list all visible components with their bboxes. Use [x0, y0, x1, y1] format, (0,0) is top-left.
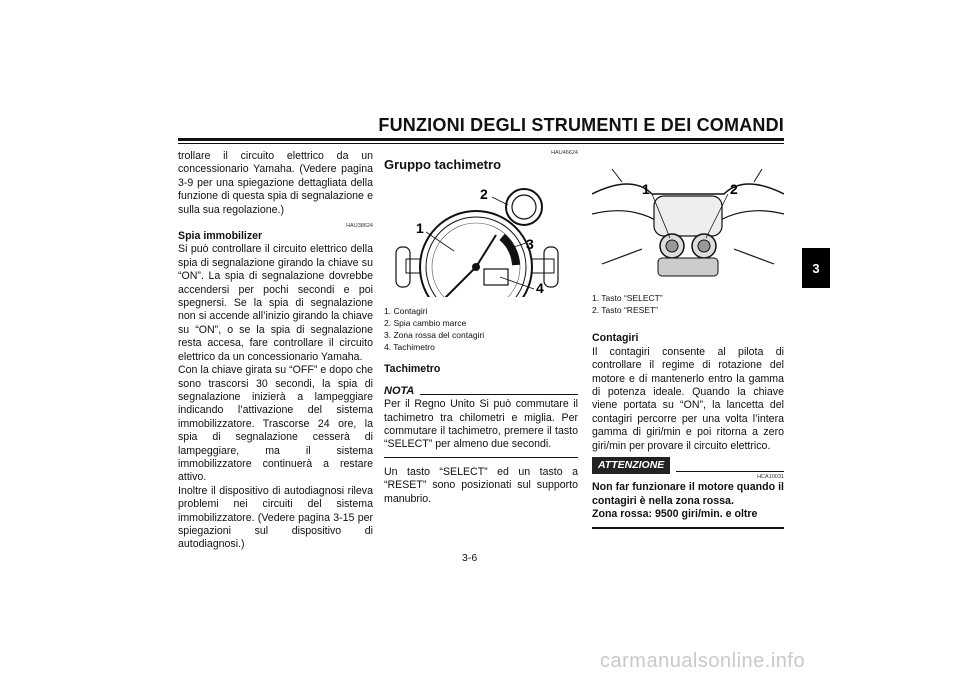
header-rule: [178, 138, 784, 141]
attention-rule: [676, 471, 784, 472]
section-heading: Gruppo tachimetro: [384, 157, 502, 172]
section-heading: Spia immobilizer: [178, 230, 263, 243]
caption-item: 2. Spia cambio marce: [384, 318, 467, 329]
caption-item: 3. Zona rossa del contagiri: [384, 330, 485, 341]
callout-2: 2: [480, 186, 488, 202]
caption-item: 1. Contagiri: [384, 306, 428, 317]
subsection-heading: Tachimetro: [384, 363, 441, 376]
reference-code: HAU46624: [551, 150, 578, 156]
paragraph: Si può controllare il circuito elettrico della spia di segnalazione girando la chiave su “ON”. La spia di segnalazione dovrebbe accendersi per pochi secondi e poi spegnersi. Se la spia di segnalazione non si accende all’inizio girando la chiave su “ON”, o se la spia di segnalazione resta accesa, fare controllare il circuito elettrico da un concessionario Yamaha.: [178, 243, 373, 363]
page-header-title: FUNZIONI DEGLI STRUMENTI E DEI COMANDI: [378, 115, 784, 135]
reference-code: HAU38624: [346, 223, 373, 230]
paragraph: Un tasto “SELECT” ed un tasto a “RESET” sono posizionati sul supporto manubrio.: [384, 465, 578, 505]
attention-badge: ATTENZIONE: [592, 457, 670, 474]
column-1: [178, 150, 373, 552]
nota-header: [384, 385, 578, 398]
nota-rule: [420, 394, 578, 395]
caption-item: 2. Tasto “RESET”: [592, 305, 658, 316]
paragraph: Il contagiri consente al pilota di controllare il regime di rotazione del motore e di mantenerlo entro la gamma di potenza ideale. Quando la chiave viene portata su “ON”, la lancetta del contagiri percorre per una volta l’intera gamma di giri/min e poi ritorna a zero giri/min per provare il circuito elettrico.: [592, 345, 784, 452]
paragraph: Inoltre il dispositivo di autodiagnosi rileva problemi nei circuiti del sistema immobilizzatore. (Vedere pagina 3-15 per spiegazioni sul dispositivo di autodiagnosi.): [178, 484, 373, 551]
attention-text: Zona rossa: 9500 giri/min. e oltre: [592, 508, 758, 521]
header-rule-thin: [178, 143, 784, 144]
chapter-tab: 3: [802, 248, 830, 288]
nota-title: NOTA: [384, 384, 415, 397]
column-3: [592, 150, 784, 534]
callout-3: 3: [526, 236, 534, 252]
callout-1: 1: [416, 220, 424, 236]
paragraph: Con la chiave girata su “OFF” e dopo che sono trascorsi 30 secondi, la spia di segnalazione inizierà a lampeggiare indicando l’attivazione del sistema immobilizzatore. Trascorse 24 ore, la spia di segnalazione cesserà di lampeggiare, ma il sistema immobilizzatore continuerà a restare attivo.: [178, 364, 373, 484]
watermark: carmanualsonline.info: [600, 650, 806, 672]
nota-text: Per il Regno Unito Si può commutare il tachimetro tra chilometri e miglia. Per commutare il tachimetro, premere il tasto “SELECT” per almeno due secondi.: [384, 398, 578, 451]
figure-caption: [384, 305, 578, 353]
callout-4: 4: [536, 280, 544, 296]
attention-end-rule: [592, 527, 784, 529]
tachometer-illustration: [384, 177, 578, 297]
paragraph: trollare il circuito elettrico da un concessionario Yamaha. (Vedere pagina 3-9 per una spiegazione dettagliata della funzione di questa spia di segnalazione e sulla sua regolazione.): [178, 150, 373, 216]
reference-code: HCA10031: [757, 474, 784, 481]
attention-header: [592, 457, 784, 474]
callout-2: 2: [730, 181, 738, 197]
callout-1: 1: [642, 181, 650, 197]
page-number: 3-6: [462, 552, 478, 564]
figure-caption: [592, 292, 784, 316]
meter-figure: [384, 177, 578, 301]
caption-item: 4. Tachimetro: [384, 342, 435, 353]
handlebar-figure: [592, 154, 784, 288]
caption-item: 1. Tasto “SELECT”: [592, 293, 663, 304]
nota-end-rule: [384, 457, 578, 458]
attention-text: Non far funzionare il motore quando il contagiri è nella zona rossa.: [592, 481, 784, 507]
handlebar-illustration: [592, 154, 784, 284]
section-heading: Contagiri: [592, 332, 639, 345]
column-2: [384, 150, 578, 506]
